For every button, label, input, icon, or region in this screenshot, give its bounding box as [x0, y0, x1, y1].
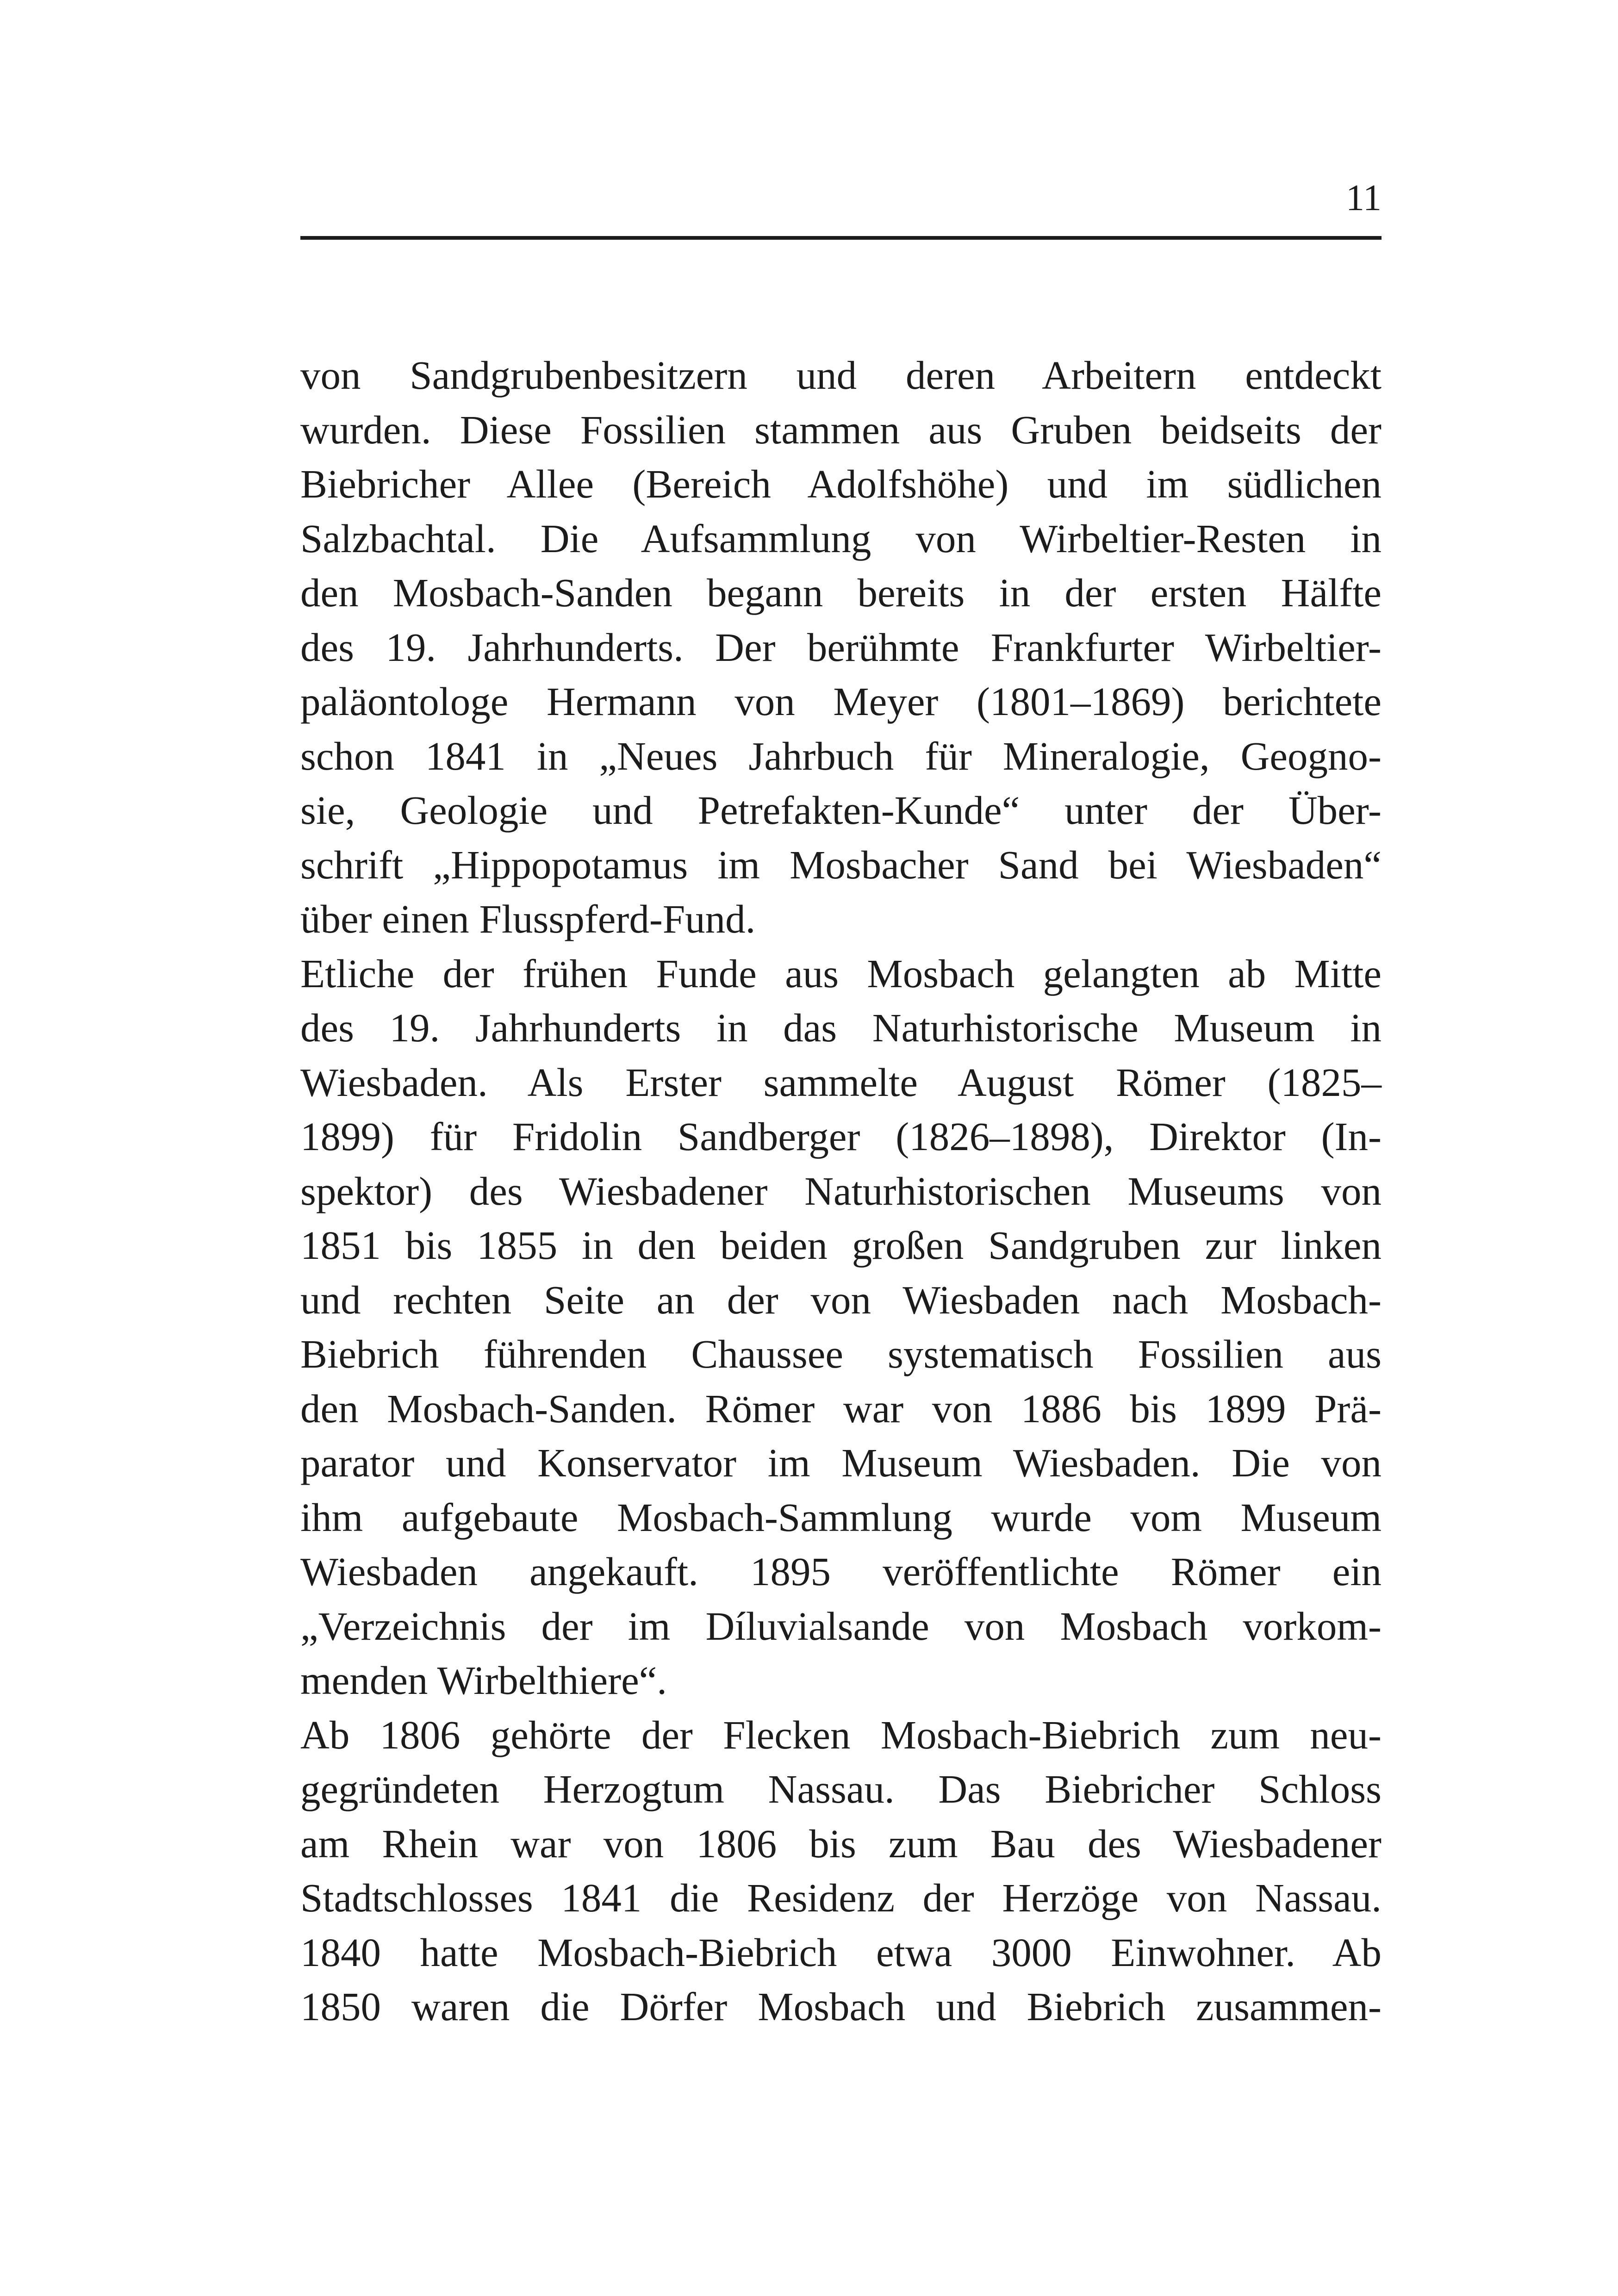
text-line: Salzbachtal. Die Aufsammlung von Wirbeltier-Resten in — [300, 516, 1382, 561]
text-line: des 19. Jahrhunderts in das Naturhistorische Museum in — [300, 1005, 1382, 1050]
text-line: den Mosbach-Sanden begann bereits in der ersten Hälfte — [300, 570, 1382, 615]
text-line: 1899) für Fridolin Sandberger (1826–1898), Direktor (In- — [300, 1114, 1382, 1159]
text-line: „Verzeichnis der im Díluvialsande von Mosbach vorkom- — [300, 1603, 1382, 1649]
text-line: parator und Konservator im Museum Wiesbaden. Die von — [300, 1440, 1382, 1485]
text-line: und rechten Seite an der von Wiesbaden nach Mosbach- — [300, 1277, 1382, 1322]
text-line: 1851 bis 1855 in den beiden großen Sandgruben zur linken — [300, 1223, 1382, 1268]
text-line: ihm aufgebaute Mosbach-Sammlung wurde vom Museum — [300, 1494, 1382, 1540]
text-line: den Mosbach-Sanden. Römer war von 1886 bis 1899 Prä- — [300, 1386, 1382, 1431]
page-number: 11 — [1345, 178, 1382, 218]
text-line: spektor) des Wiesbadener Naturhistorischen Museums von — [300, 1168, 1382, 1213]
paragraph-end-line: menden Wirbelthiere“. — [300, 1658, 667, 1703]
text-line: am Rhein war von 1806 bis zum Bau des Wiesbadener — [300, 1821, 1382, 1866]
text-line: von Sandgrubenbesitzern und deren Arbeitern entdeckt — [300, 353, 1382, 398]
text-line: Stadtschlosses 1841 die Residenz der Herzöge von Nassau. — [300, 1875, 1382, 1920]
text-line: Ab 1806 gehörte der Flecken Mosbach-Biebrich zum neu- — [300, 1712, 1382, 1757]
text-line: des 19. Jahrhunderts. Der berühmte Frankfurter Wirbeltier- — [300, 624, 1382, 670]
text-line: Etliche der frühen Funde aus Mosbach gelangten ab Mitte — [300, 951, 1382, 996]
text-line: Wiesbaden angekauft. 1895 veröffentlichte Römer ein — [300, 1549, 1382, 1594]
text-line: Biebrich führenden Chaussee systematisch Fossilien aus — [300, 1332, 1382, 1376]
text-line: wurden. Diese Fossilien stammen aus Gruben beidseits der — [300, 407, 1382, 452]
paragraph-end-line: über einen Flusspferd-Fund. — [300, 896, 756, 941]
header-rule — [300, 236, 1382, 240]
text-line: Biebricher Allee (Bereich Adolfshöhe) und im südlichen — [300, 461, 1382, 506]
body-text — [300, 348, 1382, 2034]
text-line: schon 1841 in „Neues Jahrbuch für Mineralogie, Geogno- — [300, 733, 1382, 778]
text-line: paläontologe Hermann von Meyer (1801–1869) berichtete — [300, 679, 1382, 724]
text-line: 1840 hatte Mosbach-Biebrich etwa 3000 Einwohner. Ab — [300, 1929, 1382, 1975]
text-line: sie, Geologie und Petrefakten-Kunde“ unter der Über- — [300, 788, 1382, 833]
text-line: schrift „Hippopotamus im Mosbacher Sand bei Wiesbaden“ — [300, 842, 1382, 887]
text-line: 1850 waren die Dörfer Mosbach und Biebrich zusammen- — [300, 1984, 1382, 2029]
text-line: gegründeten Herzogtum Nassau. Das Biebricher Schloss — [300, 1767, 1382, 1811]
text-line: Wiesbaden. Als Erster sammelte August Römer (1825– — [300, 1059, 1382, 1105]
